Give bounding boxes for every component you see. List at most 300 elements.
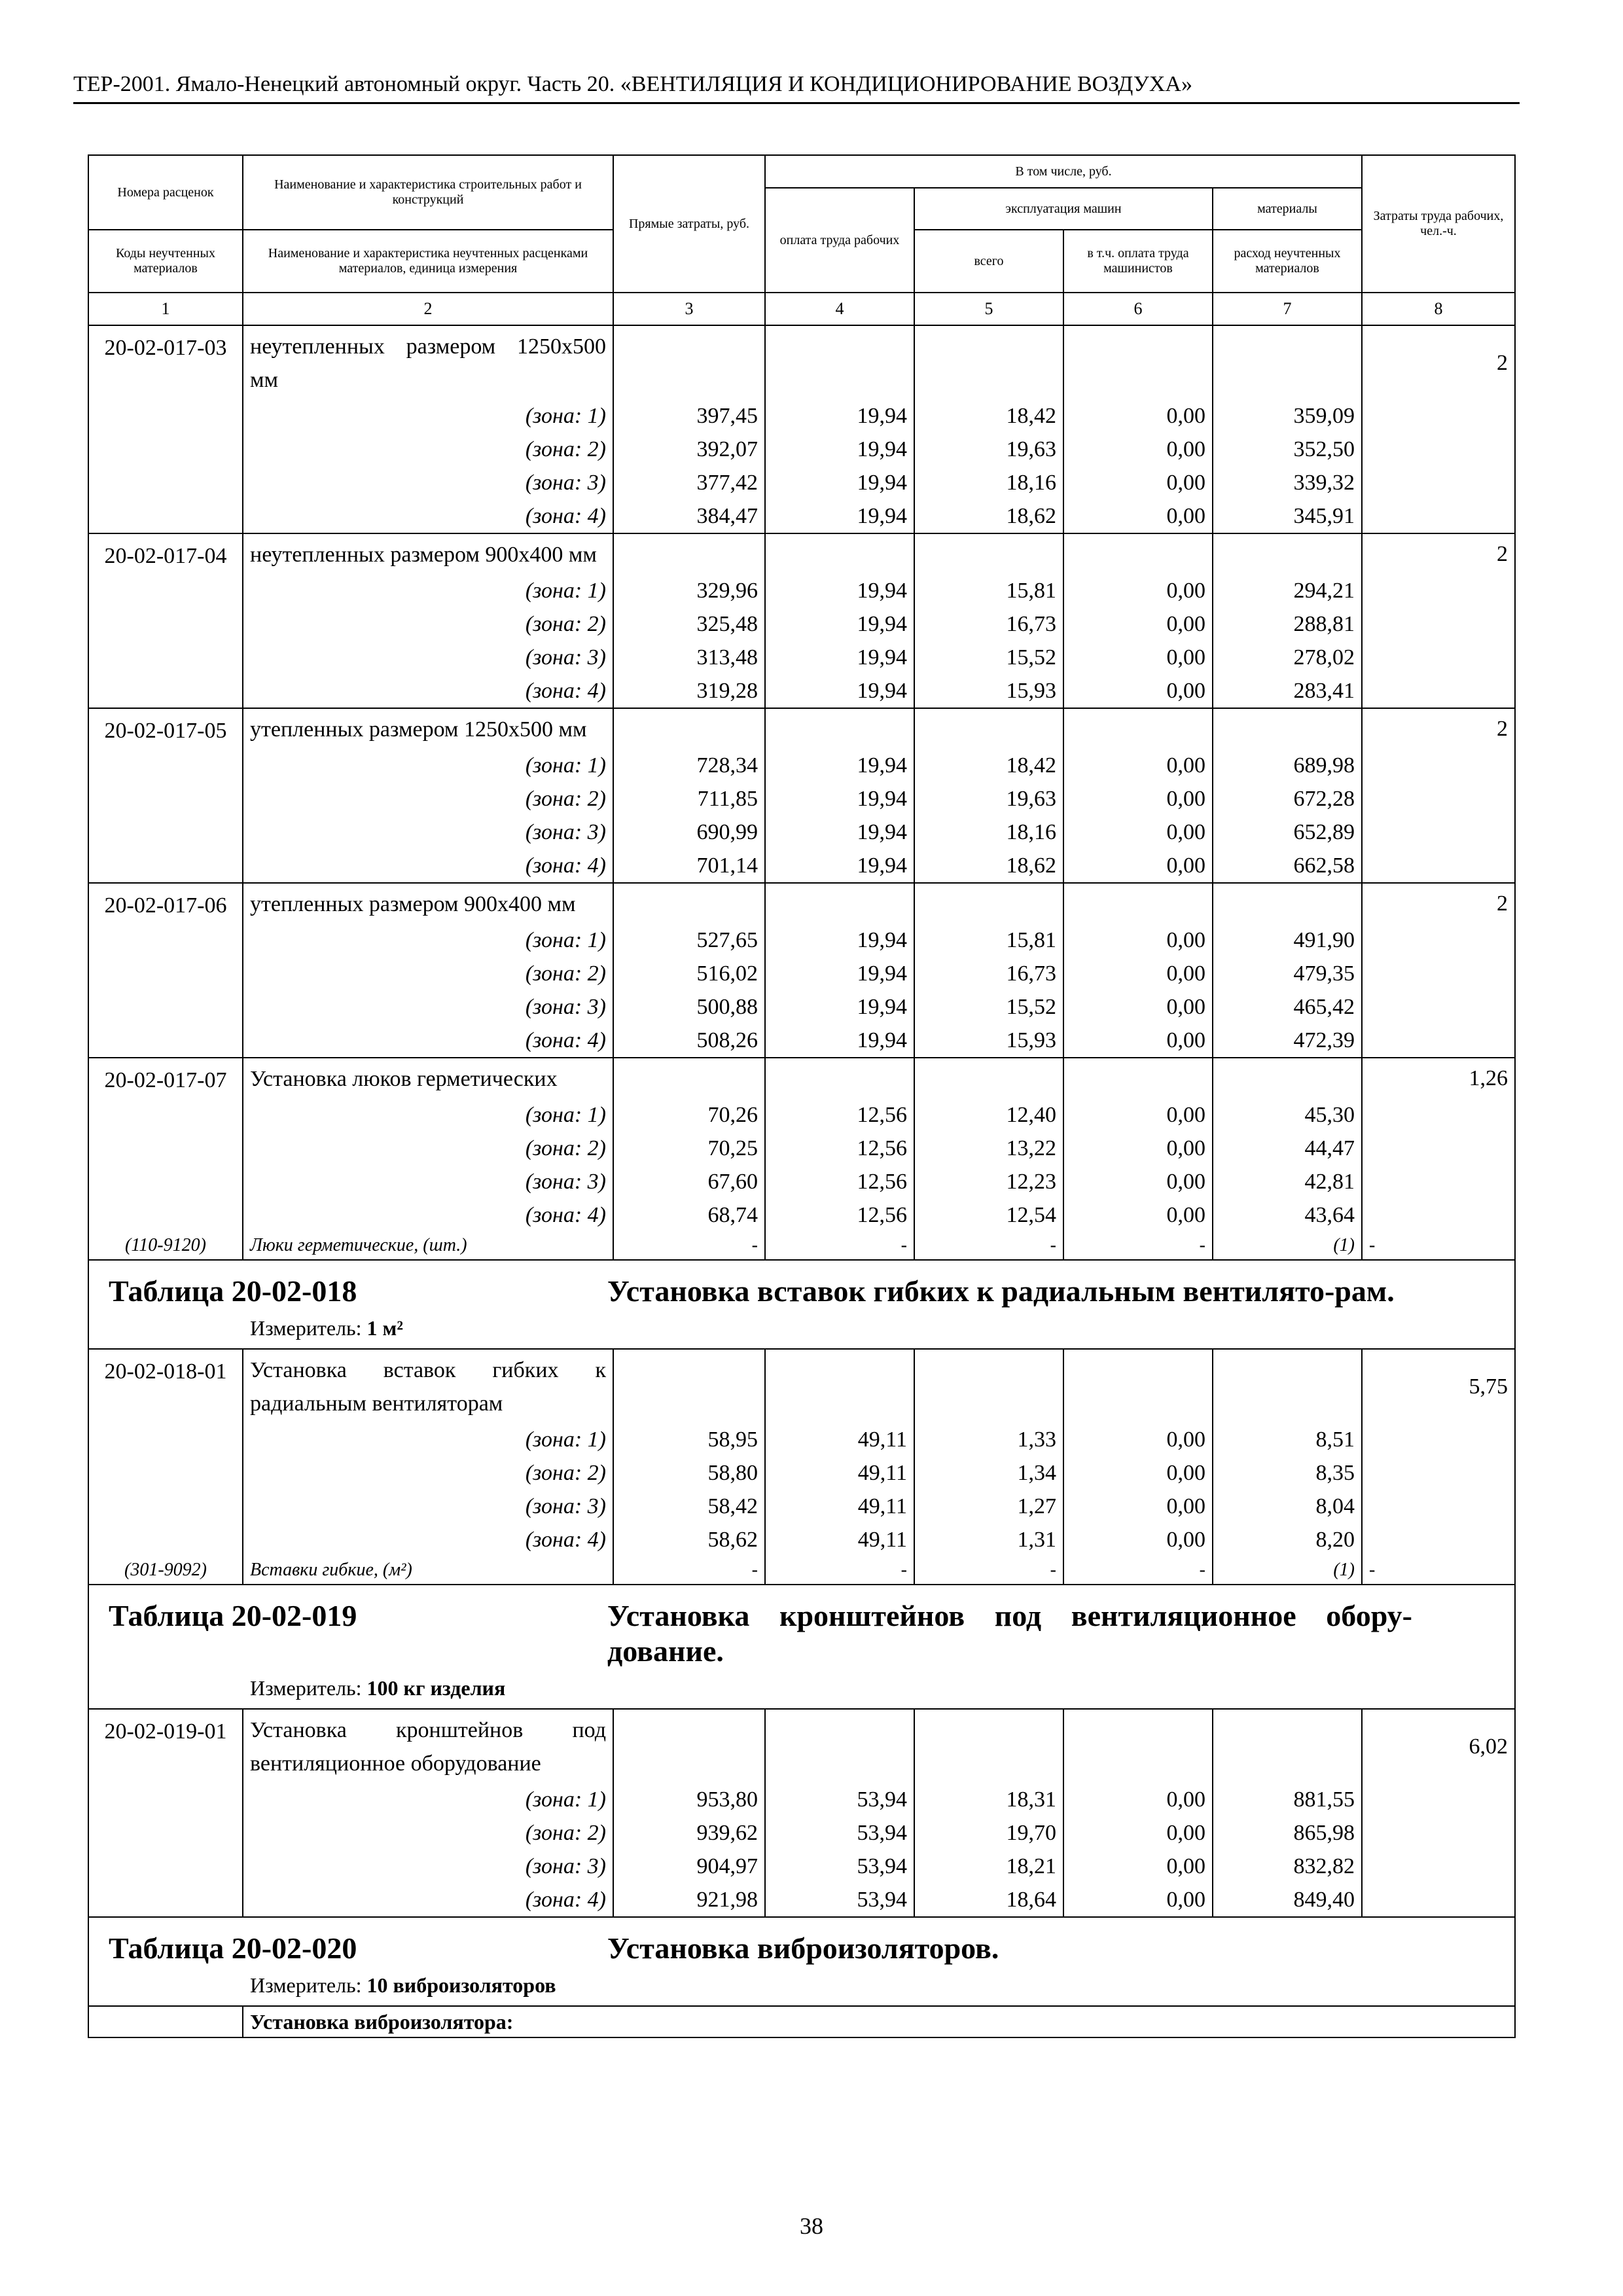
- zone-value: 508,26: [613, 1024, 765, 1058]
- zone-value: 652,89: [1213, 816, 1362, 849]
- zone-value: 15,93: [914, 1024, 1063, 1058]
- empty-cell: [1362, 782, 1515, 816]
- table-title-block: [88, 1917, 1515, 2006]
- zone-value: 19,94: [765, 674, 914, 708]
- empty-cell: [1362, 1490, 1515, 1523]
- resource-value: -: [613, 1232, 765, 1260]
- zone-value: 329,96: [613, 574, 765, 607]
- zone-value: 12,40: [914, 1098, 1063, 1132]
- rate-entry-row: [88, 1349, 1515, 1423]
- rate-code: 20-02-017-03: [88, 325, 243, 399]
- empty-cell: [765, 708, 914, 749]
- zone-value: 689,98: [1213, 749, 1362, 782]
- zone-label: (зона: 2): [243, 1132, 613, 1165]
- resource-code: (110-9120): [88, 1232, 243, 1260]
- zone-value: 1,31: [914, 1523, 1063, 1556]
- zone-row: [88, 957, 1515, 990]
- zone-label: (зона: 3): [243, 1165, 613, 1198]
- zone-value: 397,45: [613, 399, 765, 433]
- zone-value: 0,00: [1063, 607, 1213, 641]
- rate-entry-row: [88, 1058, 1515, 1098]
- zone-value: 42,81: [1213, 1165, 1362, 1198]
- empty-cell: [1213, 325, 1362, 399]
- zone-label: (зона: 2): [243, 607, 613, 641]
- empty-cell: [88, 1423, 243, 1456]
- zone-value: 19,94: [765, 782, 914, 816]
- rate-description: Установка вставок гибких к радиальным вентиляторам: [243, 1349, 613, 1423]
- rate-table: [88, 154, 1516, 2038]
- header-machine-exploitation: эксплуатация машин: [914, 188, 1213, 230]
- zone-row: [88, 1423, 1515, 1456]
- empty-cell: [1362, 1883, 1515, 1917]
- zone-value: 662,58: [1213, 849, 1362, 883]
- rate-description: утепленных размером 900х400 мм: [243, 883, 613, 924]
- empty-cell: [1362, 674, 1515, 708]
- rate-entry-row: [88, 1709, 1515, 1783]
- empty-cell: [1213, 883, 1362, 924]
- resource-value: -: [765, 1232, 914, 1260]
- empty-cell: [1362, 849, 1515, 883]
- empty-cell: [88, 990, 243, 1024]
- empty-cell: [88, 1024, 243, 1058]
- zone-value: 58,62: [613, 1523, 765, 1556]
- empty-cell: [88, 1456, 243, 1490]
- zone-label: (зона: 2): [243, 433, 613, 466]
- header-direct-costs: Прямые затраты, руб.: [613, 155, 765, 293]
- zone-row: [88, 399, 1515, 433]
- column-number: 3: [613, 293, 765, 325]
- zone-label: (зона: 2): [243, 957, 613, 990]
- zone-value: 19,94: [765, 849, 914, 883]
- zone-row: [88, 1132, 1515, 1165]
- empty-cell: [914, 1058, 1063, 1098]
- zone-label: (зона: 2): [243, 1816, 613, 1850]
- rate-code: 20-02-017-07: [88, 1058, 243, 1098]
- rate-code: 20-02-017-05: [88, 708, 243, 749]
- resource-name: Люки герметические, (шт.): [243, 1232, 613, 1260]
- empty-cell: [1213, 1058, 1362, 1098]
- zone-value: 53,94: [765, 1883, 914, 1917]
- zone-value: 711,85: [613, 782, 765, 816]
- empty-cell: [1213, 1709, 1362, 1783]
- measure-label: Измеритель:: [250, 1316, 367, 1340]
- empty-cell: [1362, 1523, 1515, 1556]
- zone-value: 392,07: [613, 433, 765, 466]
- zone-value: 339,32: [1213, 466, 1362, 499]
- empty-cell: [88, 957, 243, 990]
- empty-cell: [613, 1709, 765, 1783]
- zone-value: 12,56: [765, 1132, 914, 1165]
- empty-cell: [613, 708, 765, 749]
- zone-value: 0,00: [1063, 1024, 1213, 1058]
- zone-value: 18,16: [914, 816, 1063, 849]
- zone-value: 8,20: [1213, 1523, 1362, 1556]
- zone-value: 0,00: [1063, 957, 1213, 990]
- zone-label: (зона: 4): [243, 674, 613, 708]
- zone-label: (зона: 2): [243, 782, 613, 816]
- empty-cell: [914, 325, 1063, 399]
- zone-value: 19,94: [765, 641, 914, 674]
- empty-cell: [1362, 641, 1515, 674]
- zone-value: 19,94: [765, 1024, 914, 1058]
- zone-value: 0,00: [1063, 749, 1213, 782]
- resource-value: -: [1362, 1232, 1515, 1260]
- header-including: В том числе, руб.: [765, 155, 1362, 188]
- header-work-name: Наименование и характеристика строительных работ и конструкций: [243, 155, 613, 230]
- zone-row: [88, 1523, 1515, 1556]
- zone-value: 472,39: [1213, 1024, 1362, 1058]
- empty-cell: [1362, 924, 1515, 957]
- empty-cell: [1362, 1132, 1515, 1165]
- zone-row: [88, 574, 1515, 607]
- zone-value: 0,00: [1063, 574, 1213, 607]
- table-title-row: [88, 1585, 1515, 1709]
- table-measure: [89, 1313, 1514, 1343]
- zone-row: [88, 641, 1515, 674]
- zone-value: 384,47: [613, 499, 765, 533]
- header-materials: материалы: [1213, 188, 1362, 230]
- zone-label: (зона: 4): [243, 1024, 613, 1058]
- zone-row: [88, 607, 1515, 641]
- empty-cell: [88, 607, 243, 641]
- zone-label: (зона: 1): [243, 1783, 613, 1816]
- rate-code: 20-02-018-01: [88, 1349, 243, 1423]
- labor-costs: 2: [1362, 708, 1515, 749]
- empty-cell: [88, 1132, 243, 1165]
- zone-value: 12,23: [914, 1165, 1063, 1198]
- zone-value: 288,81: [1213, 607, 1362, 641]
- zone-row: [88, 782, 1515, 816]
- zone-value: 359,09: [1213, 399, 1362, 433]
- labor-costs: 2: [1362, 325, 1515, 399]
- empty-cell: [1362, 1816, 1515, 1850]
- zone-value: 832,82: [1213, 1850, 1362, 1883]
- empty-cell: [1362, 1024, 1515, 1058]
- zone-value: 70,26: [613, 1098, 765, 1132]
- column-number: 8: [1362, 293, 1515, 325]
- zone-value: 0,00: [1063, 1165, 1213, 1198]
- labor-costs: 2: [1362, 883, 1515, 924]
- column-number: 2: [243, 293, 613, 325]
- empty-cell: [914, 883, 1063, 924]
- rate-entry-row: [88, 708, 1515, 749]
- zone-row: [88, 1783, 1515, 1816]
- column-number: 7: [1213, 293, 1362, 325]
- zone-label: (зона: 1): [243, 399, 613, 433]
- rate-description: утепленных размером 1250х500 мм: [243, 708, 613, 749]
- resource-value: -: [765, 1556, 914, 1585]
- zone-row: [88, 1165, 1515, 1198]
- zone-row: [88, 499, 1515, 533]
- resource-value: -: [1063, 1232, 1213, 1260]
- subheading: Установка виброизолятора:: [243, 2006, 1515, 2037]
- zone-value: 0,00: [1063, 1523, 1213, 1556]
- zone-value: 278,02: [1213, 641, 1362, 674]
- zone-value: 13,22: [914, 1132, 1063, 1165]
- zone-value: 0,00: [1063, 1456, 1213, 1490]
- zone-label: (зона: 4): [243, 849, 613, 883]
- zone-value: 0,00: [1063, 1423, 1213, 1456]
- zone-value: 19,94: [765, 924, 914, 957]
- column-number: 4: [765, 293, 914, 325]
- measure-label: Измеритель:: [250, 1973, 367, 1997]
- resource-code: (301-9092): [88, 1556, 243, 1585]
- empty-cell: [1362, 1423, 1515, 1456]
- labor-costs: 2: [1362, 533, 1515, 574]
- zone-value: 0,00: [1063, 1850, 1213, 1883]
- rate-code: 20-02-017-06: [88, 883, 243, 924]
- zone-value: 12,56: [765, 1198, 914, 1232]
- zone-row: [88, 1850, 1515, 1883]
- zone-row: [88, 433, 1515, 466]
- resource-value: -: [1362, 1556, 1515, 1585]
- zone-value: 904,97: [613, 1850, 765, 1883]
- zone-value: 728,34: [613, 749, 765, 782]
- zone-value: 12,56: [765, 1098, 914, 1132]
- zone-value: 18,42: [914, 749, 1063, 782]
- resource-row: [88, 1556, 1515, 1585]
- zone-label: (зона: 1): [243, 1423, 613, 1456]
- subheading-row: [88, 2006, 1515, 2037]
- empty-cell: [1063, 1709, 1213, 1783]
- zone-value: 19,94: [765, 957, 914, 990]
- zone-value: 8,51: [1213, 1423, 1362, 1456]
- zone-value: 16,73: [914, 607, 1063, 641]
- measure-value: 100 кг изделия: [366, 1676, 506, 1700]
- rate-entry-row: [88, 883, 1515, 924]
- table-number: Таблица 20-02-018: [109, 1274, 357, 1308]
- zone-value: 465,42: [1213, 990, 1362, 1024]
- empty-cell: [88, 924, 243, 957]
- empty-cell: [1362, 1165, 1515, 1198]
- empty-cell: [1213, 1349, 1362, 1423]
- zone-value: 18,31: [914, 1783, 1063, 1816]
- zone-row: [88, 466, 1515, 499]
- zone-row: [88, 1490, 1515, 1523]
- zone-value: 0,00: [1063, 399, 1213, 433]
- zone-value: 18,64: [914, 1883, 1063, 1917]
- resource-value: -: [914, 1232, 1063, 1260]
- zone-value: 58,80: [613, 1456, 765, 1490]
- table-measure: [89, 1673, 1514, 1703]
- table-title-row: [88, 1260, 1515, 1349]
- zone-label: (зона: 1): [243, 924, 613, 957]
- zone-value: 500,88: [613, 990, 765, 1024]
- zone-row: [88, 1098, 1515, 1132]
- zone-row: [88, 674, 1515, 708]
- zone-row: [88, 1198, 1515, 1232]
- zone-value: 68,74: [613, 1198, 765, 1232]
- zone-value: 19,94: [765, 499, 914, 533]
- zone-label: (зона: 3): [243, 1490, 613, 1523]
- empty-cell: [1362, 1783, 1515, 1816]
- zone-value: 0,00: [1063, 466, 1213, 499]
- zone-value: 12,56: [765, 1165, 914, 1198]
- page-number: 38: [800, 2213, 823, 2239]
- zone-value: 19,94: [765, 816, 914, 849]
- empty-cell: [914, 1349, 1063, 1423]
- zone-value: 43,64: [1213, 1198, 1362, 1232]
- empty-cell: [1362, 1198, 1515, 1232]
- table-measure: [89, 1970, 1514, 2000]
- header-labor-costs: Затраты труда рабочих, чел.-ч.: [1362, 155, 1515, 293]
- column-number: 6: [1063, 293, 1213, 325]
- empty-cell: [765, 1349, 914, 1423]
- header-machine-total: всего: [914, 230, 1063, 293]
- empty-cell: [88, 1783, 243, 1816]
- table-title-row: [88, 1917, 1515, 2006]
- zone-label: (зона: 3): [243, 1850, 613, 1883]
- zone-label: (зона: 4): [243, 499, 613, 533]
- zone-value: 18,62: [914, 499, 1063, 533]
- resource-value: (1): [1213, 1556, 1362, 1585]
- zone-value: 0,00: [1063, 1816, 1213, 1850]
- empty-cell: [1362, 499, 1515, 533]
- zone-value: 15,52: [914, 641, 1063, 674]
- resource-value: -: [1063, 1556, 1213, 1585]
- empty-cell: [1063, 1349, 1213, 1423]
- empty-cell: [1063, 533, 1213, 574]
- zone-value: 283,41: [1213, 674, 1362, 708]
- zone-value: 0,00: [1063, 849, 1213, 883]
- empty-cell: [765, 1709, 914, 1783]
- zone-value: 19,63: [914, 782, 1063, 816]
- subheading-spacer: [88, 2006, 243, 2037]
- zone-value: 865,98: [1213, 1816, 1362, 1850]
- zone-label: (зона: 4): [243, 1198, 613, 1232]
- empty-cell: [1362, 607, 1515, 641]
- empty-cell: [613, 1058, 765, 1098]
- empty-cell: [88, 1883, 243, 1917]
- labor-costs: 6,02: [1362, 1709, 1515, 1783]
- zone-value: 0,00: [1063, 1783, 1213, 1816]
- zone-row: [88, 1883, 1515, 1917]
- zone-row: [88, 749, 1515, 782]
- zone-label: (зона: 1): [243, 1098, 613, 1132]
- zone-value: 15,81: [914, 574, 1063, 607]
- zone-value: 0,00: [1063, 924, 1213, 957]
- zone-value: 491,90: [1213, 924, 1362, 957]
- empty-cell: [613, 883, 765, 924]
- zone-value: 479,35: [1213, 957, 1362, 990]
- zone-value: 377,42: [613, 466, 765, 499]
- zone-value: 0,00: [1063, 499, 1213, 533]
- rate-description: Установка люков герметических: [243, 1058, 613, 1098]
- zone-label: (зона: 4): [243, 1883, 613, 1917]
- zone-value: 527,65: [613, 924, 765, 957]
- table-name: Установка кронштейнов под вентиляционное обору-дование.: [607, 1599, 1412, 1668]
- zone-value: 0,00: [1063, 674, 1213, 708]
- table-title-block: [88, 1585, 1515, 1709]
- empty-cell: [914, 708, 1063, 749]
- zone-value: 18,42: [914, 399, 1063, 433]
- header-labor-pay: оплата труда рабочих: [765, 188, 914, 293]
- empty-cell: [765, 533, 914, 574]
- empty-cell: [1362, 816, 1515, 849]
- zone-value: 8,35: [1213, 1456, 1362, 1490]
- zone-row: [88, 990, 1515, 1024]
- column-number: 5: [914, 293, 1063, 325]
- table-title-block: [88, 1260, 1515, 1349]
- zone-value: 16,73: [914, 957, 1063, 990]
- zone-value: 516,02: [613, 957, 765, 990]
- empty-cell: [88, 499, 243, 533]
- zone-value: 19,94: [765, 399, 914, 433]
- empty-cell: [88, 782, 243, 816]
- labor-costs: 5,75: [1362, 1349, 1515, 1423]
- zone-value: 0,00: [1063, 641, 1213, 674]
- empty-cell: [1063, 325, 1213, 399]
- empty-cell: [1063, 708, 1213, 749]
- zone-value: 881,55: [1213, 1783, 1362, 1816]
- empty-cell: [914, 1709, 1063, 1783]
- zone-row: [88, 924, 1515, 957]
- labor-costs: 1,26: [1362, 1058, 1515, 1098]
- empty-cell: [88, 849, 243, 883]
- zone-value: 49,11: [765, 1523, 914, 1556]
- empty-cell: [88, 1198, 243, 1232]
- zone-value: 953,80: [613, 1783, 765, 1816]
- empty-cell: [613, 325, 765, 399]
- table-name: Установка виброизоляторов.: [607, 1931, 999, 1965]
- rate-description: Установка кронштейнов под вентиляционное оборудование: [243, 1709, 613, 1783]
- empty-cell: [1362, 466, 1515, 499]
- resource-row: [88, 1232, 1515, 1260]
- zone-value: 701,14: [613, 849, 765, 883]
- zone-value: 53,94: [765, 1816, 914, 1850]
- zone-value: 0,00: [1063, 1132, 1213, 1165]
- zone-value: 672,28: [1213, 782, 1362, 816]
- zone-value: 53,94: [765, 1850, 914, 1883]
- zone-value: 345,91: [1213, 499, 1362, 533]
- empty-cell: [1063, 1058, 1213, 1098]
- zone-value: 939,62: [613, 1816, 765, 1850]
- zone-value: 49,11: [765, 1490, 914, 1523]
- zone-value: 15,52: [914, 990, 1063, 1024]
- empty-cell: [1213, 533, 1362, 574]
- empty-cell: [88, 433, 243, 466]
- column-number: 1: [88, 293, 243, 325]
- zone-row: [88, 849, 1515, 883]
- zone-value: 53,94: [765, 1783, 914, 1816]
- empty-cell: [1362, 990, 1515, 1024]
- empty-cell: [1362, 1850, 1515, 1883]
- zone-value: 12,54: [914, 1198, 1063, 1232]
- zone-value: 49,11: [765, 1456, 914, 1490]
- resource-value: -: [914, 1556, 1063, 1585]
- zone-row: [88, 1024, 1515, 1058]
- empty-cell: [613, 533, 765, 574]
- header-material-code: Коды неучтенных материалов: [88, 230, 243, 293]
- zone-row: [88, 1456, 1515, 1490]
- zone-row: [88, 816, 1515, 849]
- zone-value: 19,94: [765, 574, 914, 607]
- empty-cell: [613, 1349, 765, 1423]
- measure-value: 10 виброизоляторов: [366, 1973, 556, 1997]
- zone-value: 8,04: [1213, 1490, 1362, 1523]
- rate-table-page: [88, 154, 1514, 2038]
- zone-label: (зона: 1): [243, 749, 613, 782]
- zone-value: 921,98: [613, 1883, 765, 1917]
- empty-cell: [88, 749, 243, 782]
- empty-cell: [1362, 957, 1515, 990]
- zone-value: 15,93: [914, 674, 1063, 708]
- empty-cell: [1362, 749, 1515, 782]
- zone-value: 19,94: [765, 990, 914, 1024]
- zone-value: 44,47: [1213, 1132, 1362, 1165]
- zone-value: 19,94: [765, 433, 914, 466]
- empty-cell: [88, 399, 243, 433]
